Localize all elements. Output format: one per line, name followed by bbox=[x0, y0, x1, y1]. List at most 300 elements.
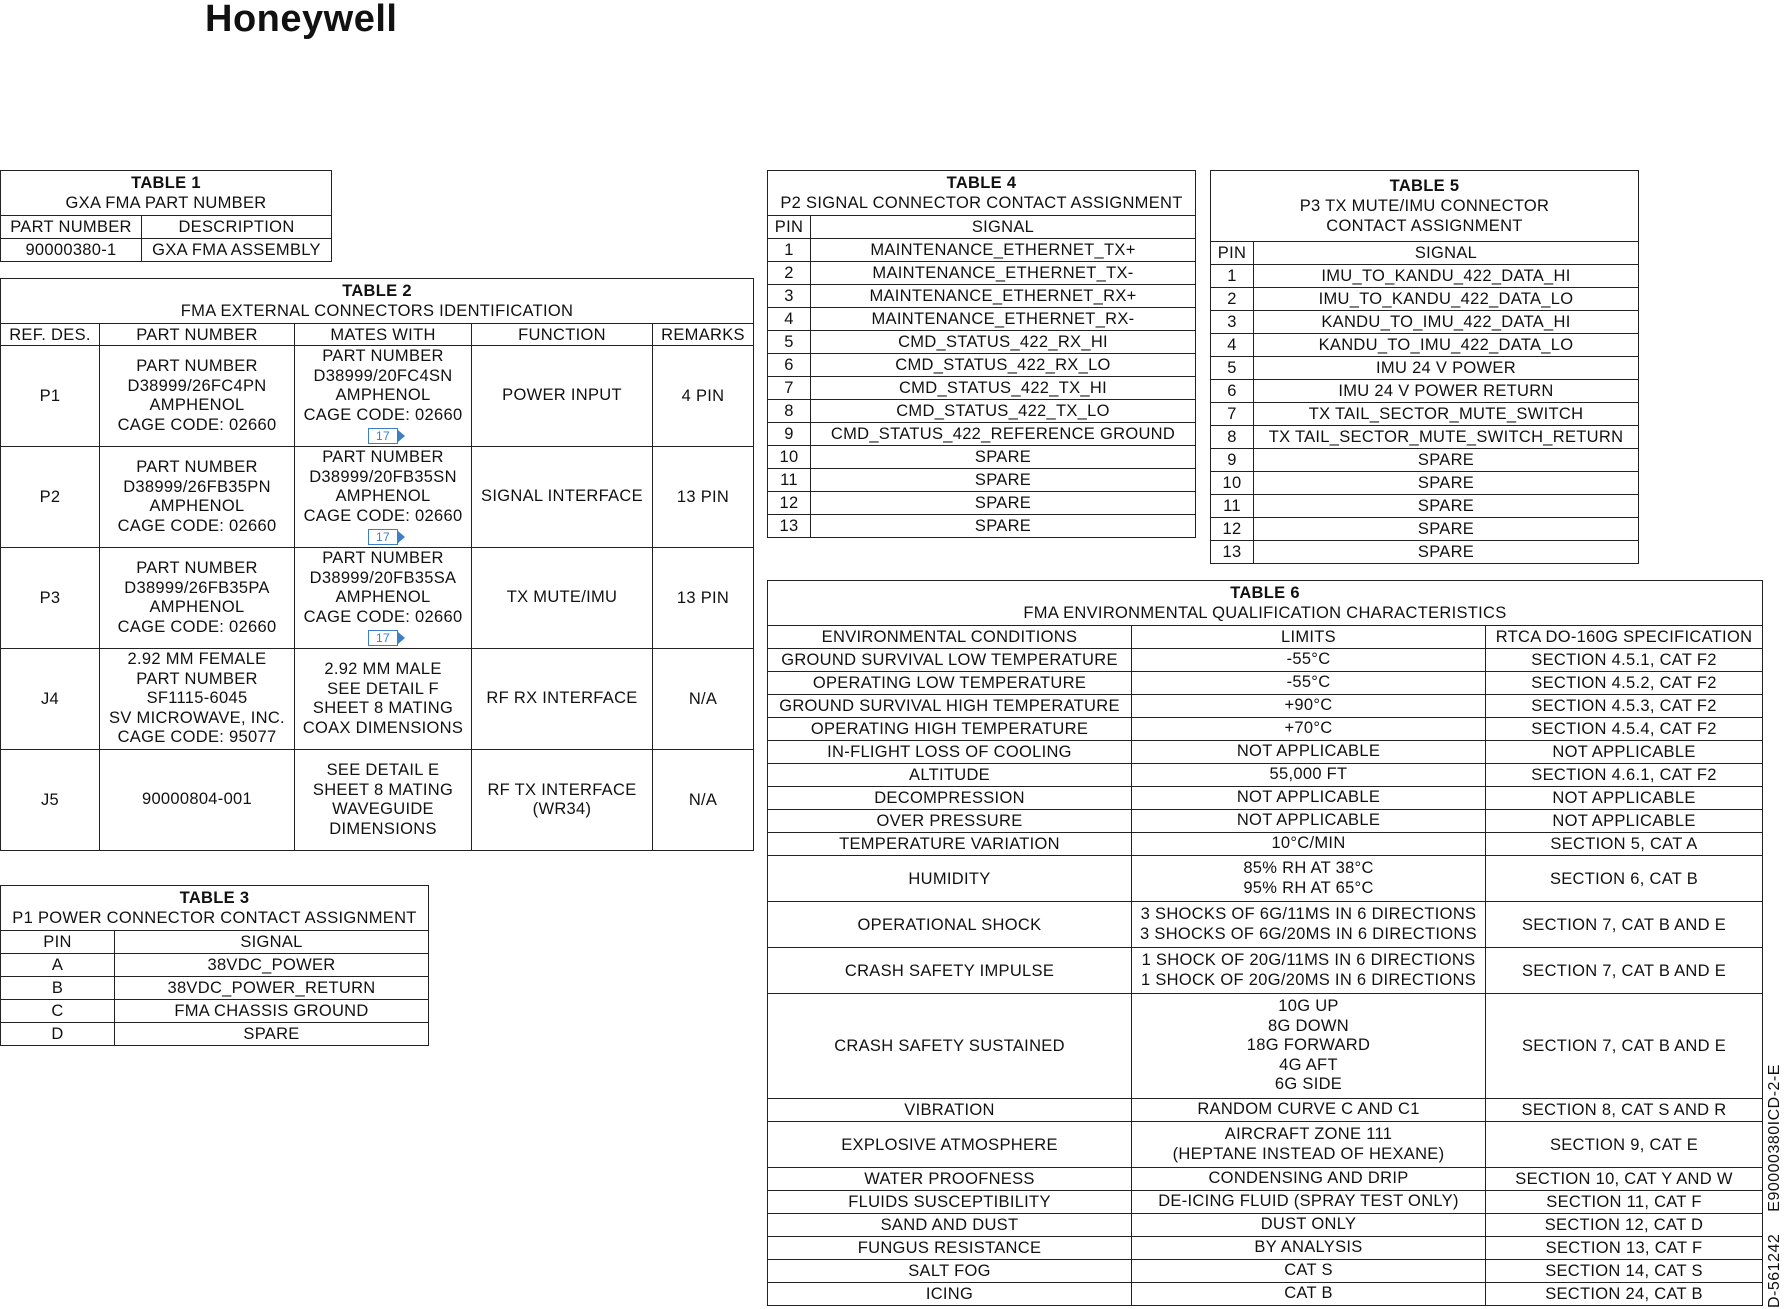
signal-cell: KANDU_TO_IMU_422_DATA_LO bbox=[1254, 334, 1639, 357]
function-cell bbox=[472, 750, 653, 851]
condition-cell: FLUIDS SUSCEPTIBILITY bbox=[768, 1191, 1132, 1214]
limits-cell-line: BY ANALYSIS bbox=[1254, 1238, 1363, 1257]
part-number-cell-line: 2.92 MM FEMALE bbox=[127, 650, 267, 669]
signal-cell: IMU 24 V POWER bbox=[1254, 357, 1639, 380]
table-row bbox=[1211, 357, 1639, 380]
condition-cell: OPERATING HIGH TEMPERATURE bbox=[768, 718, 1132, 741]
limits-cell bbox=[1132, 856, 1486, 902]
condition-cell: VIBRATION bbox=[768, 1099, 1132, 1122]
signal-cell: IMU_TO_KANDU_422_DATA_HI bbox=[1254, 265, 1639, 288]
pin-cell: 8 bbox=[1211, 426, 1254, 449]
specification-cell: SECTION 24, CAT B bbox=[1486, 1283, 1763, 1306]
pin-cell: 13 bbox=[1211, 541, 1254, 564]
signal-cell: MAINTENANCE_ETHERNET_TX- bbox=[811, 262, 1196, 285]
pin-cell: 11 bbox=[768, 469, 811, 492]
mates-with-cell-line: DIMENSIONS bbox=[329, 819, 437, 838]
pin-cell: 13 bbox=[768, 515, 811, 538]
column-header: SIGNAL bbox=[811, 216, 1196, 239]
limits-cell-line: CAT B bbox=[1284, 1284, 1333, 1303]
table-subtitle: FMA ENVIRONMENTAL QUALIFICATION CHARACTERISTICS bbox=[1023, 604, 1507, 622]
table-row bbox=[1211, 449, 1639, 472]
limits-cell bbox=[1132, 1191, 1486, 1214]
limits-cell-line: 4G AFT bbox=[1279, 1055, 1338, 1074]
table-row bbox=[1, 548, 754, 649]
part-number-cell bbox=[100, 750, 295, 851]
limits-cell-line: +70°C bbox=[1284, 719, 1333, 738]
table-row bbox=[1211, 541, 1639, 564]
signal-cell: SPARE bbox=[1254, 541, 1639, 564]
limits-cell-line: 3 SHOCKS OF 6G/20MS IN 6 DIRECTIONS bbox=[1140, 924, 1477, 943]
signal-cell: CMD_STATUS_422_RX_LO bbox=[811, 354, 1196, 377]
mates-with-cell-line: WAVEGUIDE bbox=[332, 800, 434, 818]
limits-cell-line: DUST ONLY bbox=[1260, 1215, 1357, 1234]
pin-cell: 2 bbox=[1211, 288, 1254, 311]
limits-cell-line: AIRCRAFT ZONE 111 bbox=[1224, 1125, 1393, 1143]
pin-cell: 5 bbox=[1211, 357, 1254, 380]
table-row bbox=[768, 833, 1763, 856]
table-row bbox=[768, 1237, 1763, 1260]
table-row bbox=[768, 1168, 1763, 1191]
note-17-flag-icon: 17 bbox=[368, 428, 398, 444]
condition-cell: ICING bbox=[768, 1283, 1132, 1306]
part-number-cell-line: AMPHENOL bbox=[149, 497, 245, 515]
part-number-cell bbox=[100, 649, 295, 750]
limits-cell bbox=[1132, 1099, 1486, 1122]
part-number-cell bbox=[100, 447, 295, 548]
drawing-number: D-561242 bbox=[1766, 1233, 1783, 1308]
part-number-cell-line: D38999/26FB35PN bbox=[123, 477, 271, 496]
table-caption bbox=[1, 886, 429, 931]
table-row bbox=[768, 649, 1763, 672]
specification-cell: SECTION 4.5.2, CAT F2 bbox=[1486, 672, 1763, 695]
table-row bbox=[768, 1099, 1763, 1122]
specification-cell: NOT APPLICABLE bbox=[1486, 741, 1763, 764]
signal-cell: 38VDC_POWER bbox=[115, 954, 429, 977]
table-row bbox=[768, 856, 1763, 902]
limits-cell bbox=[1132, 1283, 1486, 1306]
table-4-p2-signal-connector bbox=[767, 170, 1196, 538]
table-row bbox=[768, 285, 1196, 308]
specification-cell: SECTION 7, CAT B AND E bbox=[1486, 902, 1763, 948]
table-row bbox=[1, 447, 754, 548]
table-row bbox=[1211, 334, 1639, 357]
table-title: TABLE 6 bbox=[1230, 584, 1300, 602]
mates-with-cell-line: D38999/20FC4SN bbox=[313, 366, 453, 385]
specification-cell: NOT APPLICABLE bbox=[1486, 787, 1763, 810]
table-caption bbox=[768, 581, 1763, 626]
limits-cell-line: CAT S bbox=[1284, 1261, 1333, 1280]
specification-cell: SECTION 4.5.1, CAT F2 bbox=[1486, 649, 1763, 672]
specification-cell: SECTION 14, CAT S bbox=[1486, 1260, 1763, 1283]
column-header: MATES WITH bbox=[295, 324, 472, 346]
table-3-p1-power-connector bbox=[0, 885, 429, 1046]
ref-des-cell: J5 bbox=[1, 750, 100, 851]
table-row bbox=[768, 787, 1763, 810]
limits-cell-line: 8G DOWN bbox=[1268, 1016, 1349, 1035]
function-cell-line: RF TX INTERFACE bbox=[487, 780, 637, 799]
condition-cell: IN-FLIGHT LOSS OF COOLING bbox=[768, 741, 1132, 764]
column-header: LIMITS bbox=[1132, 626, 1486, 649]
table-row bbox=[768, 718, 1763, 741]
function-cell-line: TX MUTE/IMU bbox=[506, 588, 618, 607]
signal-cell: SPARE bbox=[811, 515, 1196, 538]
table-title: TABLE 1 bbox=[131, 174, 201, 192]
limits-cell-line: 3 SHOCKS OF 6G/11MS IN 6 DIRECTIONS bbox=[1140, 905, 1477, 923]
mates-with-cell-line: 2.92 MM MALE bbox=[324, 660, 442, 678]
part-number-cell-line: CAGE CODE: 02660 bbox=[117, 617, 277, 636]
table-row bbox=[768, 1260, 1763, 1283]
table-6-environmental-qualification bbox=[767, 580, 1763, 1306]
condition-cell: FUNGUS RESISTANCE bbox=[768, 1237, 1132, 1260]
table-cell: GXA FMA ASSEMBLY bbox=[142, 239, 332, 262]
limits-cell-line: DE-ICING FLUID (SPRAY TEST ONLY) bbox=[1158, 1192, 1459, 1211]
function-cell-line: (WR34) bbox=[532, 800, 592, 818]
function-cell bbox=[472, 346, 653, 447]
table-title: TABLE 3 bbox=[179, 889, 250, 907]
honeywell-logo: Honeywell bbox=[205, 0, 398, 40]
column-header: ENVIRONMENTAL CONDITIONS bbox=[768, 626, 1132, 649]
table-row bbox=[768, 492, 1196, 515]
specification-cell: SECTION 7, CAT B AND E bbox=[1486, 948, 1763, 994]
specification-cell: SECTION 8, CAT S AND R bbox=[1486, 1099, 1763, 1122]
table-row bbox=[768, 948, 1763, 994]
limits-cell-line: 10°C/MIN bbox=[1271, 834, 1346, 853]
table-row bbox=[768, 1122, 1763, 1168]
mates-with-cell bbox=[295, 750, 472, 851]
table-row bbox=[768, 1191, 1763, 1214]
function-cell-line: RF RX INTERFACE bbox=[486, 689, 638, 708]
pin-cell: 2 bbox=[768, 262, 811, 285]
limits-cell bbox=[1132, 787, 1486, 810]
table-row bbox=[768, 400, 1196, 423]
part-number-cell-line: PART NUMBER bbox=[136, 559, 258, 577]
limits-cell-line: 95% RH AT 65°C bbox=[1243, 878, 1374, 897]
table-row bbox=[1211, 288, 1639, 311]
specification-cell: SECTION 13, CAT F bbox=[1486, 1237, 1763, 1260]
pin-cell: 7 bbox=[1211, 403, 1254, 426]
specification-cell: SECTION 4.5.4, CAT F2 bbox=[1486, 718, 1763, 741]
pin-cell: 9 bbox=[1211, 449, 1254, 472]
pin-cell: 9 bbox=[768, 423, 811, 446]
signal-cell: 38VDC_POWER_RETURN bbox=[115, 977, 429, 1000]
limits-cell-line: 1 SHOCK OF 20G/20MS IN 6 DIRECTIONS bbox=[1140, 970, 1477, 989]
condition-cell: WATER PROOFNESS bbox=[768, 1168, 1132, 1191]
mates-with-cell-line: AMPHENOL bbox=[335, 487, 431, 505]
table-subtitle: FMA EXTERNAL CONNECTORS IDENTIFICATION bbox=[180, 302, 574, 320]
table-1-part-number bbox=[0, 170, 332, 262]
table-row bbox=[1211, 495, 1639, 518]
signal-cell: MAINTENANCE_ETHERNET_RX- bbox=[811, 308, 1196, 331]
table-caption bbox=[1, 171, 332, 216]
function-cell-line: POWER INPUT bbox=[502, 386, 622, 405]
specification-cell: NOT APPLICABLE bbox=[1486, 810, 1763, 833]
mates-with-cell bbox=[295, 447, 472, 548]
limits-cell-line: 85% RH AT 38°C bbox=[1243, 859, 1374, 877]
signal-cell: SPARE bbox=[1254, 495, 1639, 518]
table-row bbox=[768, 1214, 1763, 1237]
part-number-cell-line: SF1115-6045 bbox=[146, 689, 248, 708]
column-header: PIN bbox=[1211, 242, 1254, 265]
specification-cell: SECTION 6, CAT B bbox=[1486, 856, 1763, 902]
part-number-cell-line: CAGE CODE: 02660 bbox=[117, 516, 277, 535]
limits-cell-line: NOT APPLICABLE bbox=[1236, 742, 1381, 761]
pin-cell: B bbox=[1, 977, 115, 1000]
ref-des-cell: P1 bbox=[1, 346, 100, 447]
table-row bbox=[1, 750, 754, 851]
table-row bbox=[1, 977, 429, 1000]
mates-with-cell-line: D38999/20FB35SA bbox=[309, 568, 457, 587]
limits-cell-line: -55°C bbox=[1286, 673, 1331, 692]
signal-cell: CMD_STATUS_422_REFERENCE GROUND bbox=[811, 423, 1196, 446]
part-number-cell bbox=[100, 548, 295, 649]
column-header: RTCA DO-160G SPECIFICATION bbox=[1486, 626, 1763, 649]
function-cell bbox=[472, 447, 653, 548]
mates-with-cell bbox=[295, 649, 472, 750]
limits-cell-line: -55°C bbox=[1286, 650, 1331, 669]
pin-cell: 3 bbox=[1211, 311, 1254, 334]
part-number-cell-line: D38999/26FC4PN bbox=[127, 376, 267, 395]
table-subtitle-line: CONTACT ASSIGNMENT bbox=[1326, 217, 1523, 235]
limits-cell bbox=[1132, 833, 1486, 856]
signal-cell: CMD_STATUS_422_TX_HI bbox=[811, 377, 1196, 400]
note-17-flag-icon: 17 bbox=[368, 529, 398, 545]
specification-cell: SECTION 4.5.3, CAT F2 bbox=[1486, 695, 1763, 718]
pin-cell: 10 bbox=[1211, 472, 1254, 495]
table-row bbox=[768, 672, 1763, 695]
remarks-cell: 13 PIN bbox=[653, 548, 754, 649]
pin-cell: 7 bbox=[768, 377, 811, 400]
condition-cell: OPERATING LOW TEMPERATURE bbox=[768, 672, 1132, 695]
condition-cell: DECOMPRESSION bbox=[768, 787, 1132, 810]
signal-cell: CMD_STATUS_422_TX_LO bbox=[811, 400, 1196, 423]
signal-cell: CMD_STATUS_422_RX_HI bbox=[811, 331, 1196, 354]
mates-with-cell-line: SEE DETAIL F bbox=[327, 679, 439, 698]
limits-cell-line: 1 SHOCK OF 20G/11MS IN 6 DIRECTIONS bbox=[1141, 951, 1476, 969]
table-subtitle-line: P3 TX MUTE/IMU CONNECTOR bbox=[1299, 197, 1550, 215]
remarks-cell: N/A bbox=[653, 750, 754, 851]
limits-cell-line: 55,000 FT bbox=[1269, 765, 1348, 784]
limits-cell bbox=[1132, 672, 1486, 695]
table-caption bbox=[768, 171, 1196, 216]
part-number-cell-line: PART NUMBER bbox=[136, 669, 258, 688]
table-row bbox=[1, 1000, 429, 1023]
pin-cell: 4 bbox=[768, 308, 811, 331]
condition-cell: GROUND SURVIVAL LOW TEMPERATURE bbox=[768, 649, 1132, 672]
column-header: REMARKS bbox=[653, 324, 754, 346]
limits-cell-line: 18G FORWARD bbox=[1246, 1036, 1371, 1055]
pin-cell: 6 bbox=[1211, 380, 1254, 403]
signal-cell: MAINTENANCE_ETHERNET_RX+ bbox=[811, 285, 1196, 308]
table-row bbox=[768, 764, 1763, 787]
limits-cell bbox=[1132, 1260, 1486, 1283]
limits-cell bbox=[1132, 810, 1486, 833]
pin-cell: 12 bbox=[1211, 518, 1254, 541]
mates-with-cell-line: PART NUMBER bbox=[322, 549, 444, 567]
limits-cell-line: +90°C bbox=[1284, 696, 1333, 715]
table-row bbox=[1211, 380, 1639, 403]
part-number-cell-line: PART NUMBER bbox=[136, 458, 258, 476]
table-row bbox=[1211, 426, 1639, 449]
pin-cell: 5 bbox=[768, 331, 811, 354]
mates-with-cell-line: SEE DETAIL E bbox=[326, 761, 440, 779]
pin-cell: C bbox=[1, 1000, 115, 1023]
condition-cell: HUMIDITY bbox=[768, 856, 1132, 902]
table-row bbox=[768, 515, 1196, 538]
signal-cell: SPARE bbox=[811, 446, 1196, 469]
table-row bbox=[1, 649, 754, 750]
signal-cell: SPARE bbox=[1254, 472, 1639, 495]
limits-cell bbox=[1132, 649, 1486, 672]
condition-cell: OPERATIONAL SHOCK bbox=[768, 902, 1132, 948]
table-2-external-connectors bbox=[0, 278, 754, 851]
column-header: SIGNAL bbox=[1254, 242, 1639, 265]
column-header: PIN bbox=[768, 216, 811, 239]
column-header: PIN bbox=[1, 931, 115, 954]
signal-cell: SPARE bbox=[115, 1023, 429, 1046]
limits-cell bbox=[1132, 1168, 1486, 1191]
limits-cell-line: 6G SIDE bbox=[1274, 1075, 1343, 1094]
part-number-cell-line: CAGE CODE: 95077 bbox=[117, 728, 277, 747]
table-title: TABLE 2 bbox=[342, 282, 412, 300]
limits-cell bbox=[1132, 695, 1486, 718]
pin-cell: 8 bbox=[768, 400, 811, 423]
signal-cell: TX TAIL_SECTOR_MUTE_SWITCH bbox=[1254, 403, 1639, 426]
limits-cell bbox=[1132, 1214, 1486, 1237]
signal-cell: SPARE bbox=[1254, 518, 1639, 541]
specification-cell: SECTION 5, CAT A bbox=[1486, 833, 1763, 856]
limits-cell bbox=[1132, 764, 1486, 787]
column-header: SIGNAL bbox=[115, 931, 429, 954]
pin-cell: 10 bbox=[768, 446, 811, 469]
limits-cell bbox=[1132, 994, 1486, 1099]
pin-cell: 1 bbox=[1211, 265, 1254, 288]
condition-cell: CRASH SAFETY SUSTAINED bbox=[768, 994, 1132, 1099]
limits-cell-line: NOT APPLICABLE bbox=[1236, 788, 1381, 807]
signal-cell: TX TAIL_SECTOR_MUTE_SWITCH_RETURN bbox=[1254, 426, 1639, 449]
table-row bbox=[1211, 265, 1639, 288]
column-header: PART NUMBER bbox=[1, 216, 142, 239]
limits-cell bbox=[1132, 1237, 1486, 1260]
specification-cell: SECTION 11, CAT F bbox=[1486, 1191, 1763, 1214]
table-title: TABLE 4 bbox=[946, 174, 1017, 192]
ref-des-cell: P2 bbox=[1, 447, 100, 548]
condition-cell: GROUND SURVIVAL HIGH TEMPERATURE bbox=[768, 695, 1132, 718]
table-row bbox=[768, 469, 1196, 492]
pin-cell: 1 bbox=[768, 239, 811, 262]
function-cell-line: SIGNAL INTERFACE bbox=[481, 487, 643, 506]
condition-cell: SAND AND DUST bbox=[768, 1214, 1132, 1237]
mates-with-cell bbox=[295, 346, 472, 447]
table-subtitle: GXA FMA PART NUMBER bbox=[65, 194, 267, 212]
part-number-cell-line: AMPHENOL bbox=[149, 598, 245, 616]
table-row bbox=[768, 446, 1196, 469]
table-row bbox=[768, 262, 1196, 285]
mates-with-cell-line: PART NUMBER bbox=[322, 448, 444, 466]
limits-cell-line: NOT APPLICABLE bbox=[1236, 811, 1381, 830]
mates-with-cell-line: COAX DIMENSIONS bbox=[302, 718, 464, 737]
specification-cell: SECTION 7, CAT B AND E bbox=[1486, 994, 1763, 1099]
table-row bbox=[1, 1023, 429, 1046]
mates-with-cell bbox=[295, 548, 472, 649]
specification-cell: SECTION 4.6.1, CAT F2 bbox=[1486, 764, 1763, 787]
remarks-cell: 4 PIN bbox=[653, 346, 754, 447]
document-id: E90000380ICD-2-E bbox=[1766, 1064, 1783, 1212]
part-number-cell-line: D38999/26FB35PA bbox=[124, 578, 270, 597]
table-row bbox=[1, 346, 754, 447]
specification-cell: SECTION 10, CAT Y AND W bbox=[1486, 1168, 1763, 1191]
part-number-cell-line: PART NUMBER bbox=[136, 357, 258, 375]
table-5-p3-tx-mute-imu bbox=[1210, 170, 1639, 564]
condition-cell: OVER PRESSURE bbox=[768, 810, 1132, 833]
mates-with-cell-line: CAGE CODE: 02660 bbox=[303, 607, 463, 626]
pin-cell: D bbox=[1, 1023, 115, 1046]
limits-cell bbox=[1132, 948, 1486, 994]
condition-cell: TEMPERATURE VARIATION bbox=[768, 833, 1132, 856]
column-header: PART NUMBER bbox=[100, 324, 295, 346]
mates-with-cell-line: AMPHENOL bbox=[335, 588, 431, 606]
part-number-cell-line: 90000804-001 bbox=[141, 790, 253, 809]
table-subtitle: P2 SIGNAL CONNECTOR CONTACT ASSIGNMENT bbox=[780, 194, 1183, 212]
signal-cell: MAINTENANCE_ETHERNET_TX+ bbox=[811, 239, 1196, 262]
limits-cell-line: RANDOM CURVE C AND C1 bbox=[1197, 1100, 1420, 1119]
ref-des-cell: P3 bbox=[1, 548, 100, 649]
table-row bbox=[768, 1283, 1763, 1306]
table-row bbox=[1, 954, 429, 977]
part-number-cell-line: CAGE CODE: 02660 bbox=[117, 415, 277, 434]
ref-des-cell: J4 bbox=[1, 649, 100, 750]
mates-with-cell-line: CAGE CODE: 02660 bbox=[303, 506, 463, 525]
condition-cell: SALT FOG bbox=[768, 1260, 1132, 1283]
pin-cell: A bbox=[1, 954, 115, 977]
table-caption bbox=[1, 279, 754, 324]
table-row bbox=[768, 902, 1763, 948]
limits-cell bbox=[1132, 902, 1486, 948]
table-row bbox=[1211, 472, 1639, 495]
column-header: REF. DES. bbox=[1, 324, 100, 346]
table-title: TABLE 5 bbox=[1389, 177, 1460, 195]
drawing-margin-identifiers bbox=[1766, 1042, 1784, 1308]
table-row bbox=[768, 810, 1763, 833]
limits-cell bbox=[1132, 1122, 1486, 1168]
table-subtitle: P1 POWER CONNECTOR CONTACT ASSIGNMENT bbox=[12, 909, 417, 927]
part-number-cell-line: AMPHENOL bbox=[149, 396, 245, 414]
table-cell: 90000380-1 bbox=[1, 239, 142, 262]
pin-cell: 12 bbox=[768, 492, 811, 515]
part-number-cell bbox=[100, 346, 295, 447]
limits-cell bbox=[1132, 718, 1486, 741]
limits-cell-line: (HEPTANE INSTEAD OF HEXANE) bbox=[1172, 1144, 1445, 1163]
table-row bbox=[768, 377, 1196, 400]
mates-with-cell-line: SHEET 8 MATING bbox=[312, 780, 454, 799]
condition-cell: CRASH SAFETY IMPULSE bbox=[768, 948, 1132, 994]
condition-cell: EXPLOSIVE ATMOSPHERE bbox=[768, 1122, 1132, 1168]
remarks-cell: N/A bbox=[653, 649, 754, 750]
table-row bbox=[1211, 518, 1639, 541]
specification-cell: SECTION 9, CAT E bbox=[1486, 1122, 1763, 1168]
limits-cell-line: CONDENSING AND DRIP bbox=[1208, 1169, 1409, 1188]
column-header: FUNCTION bbox=[472, 324, 653, 346]
function-cell bbox=[472, 649, 653, 750]
table-row bbox=[1211, 403, 1639, 426]
pin-cell: 3 bbox=[768, 285, 811, 308]
pin-cell: 6 bbox=[768, 354, 811, 377]
note-17-flag-icon: 17 bbox=[368, 630, 398, 646]
table-row bbox=[768, 695, 1763, 718]
table-row bbox=[768, 239, 1196, 262]
table-row bbox=[768, 423, 1196, 446]
mates-with-cell-line: SHEET 8 MATING bbox=[312, 699, 454, 717]
table-row bbox=[1211, 311, 1639, 334]
